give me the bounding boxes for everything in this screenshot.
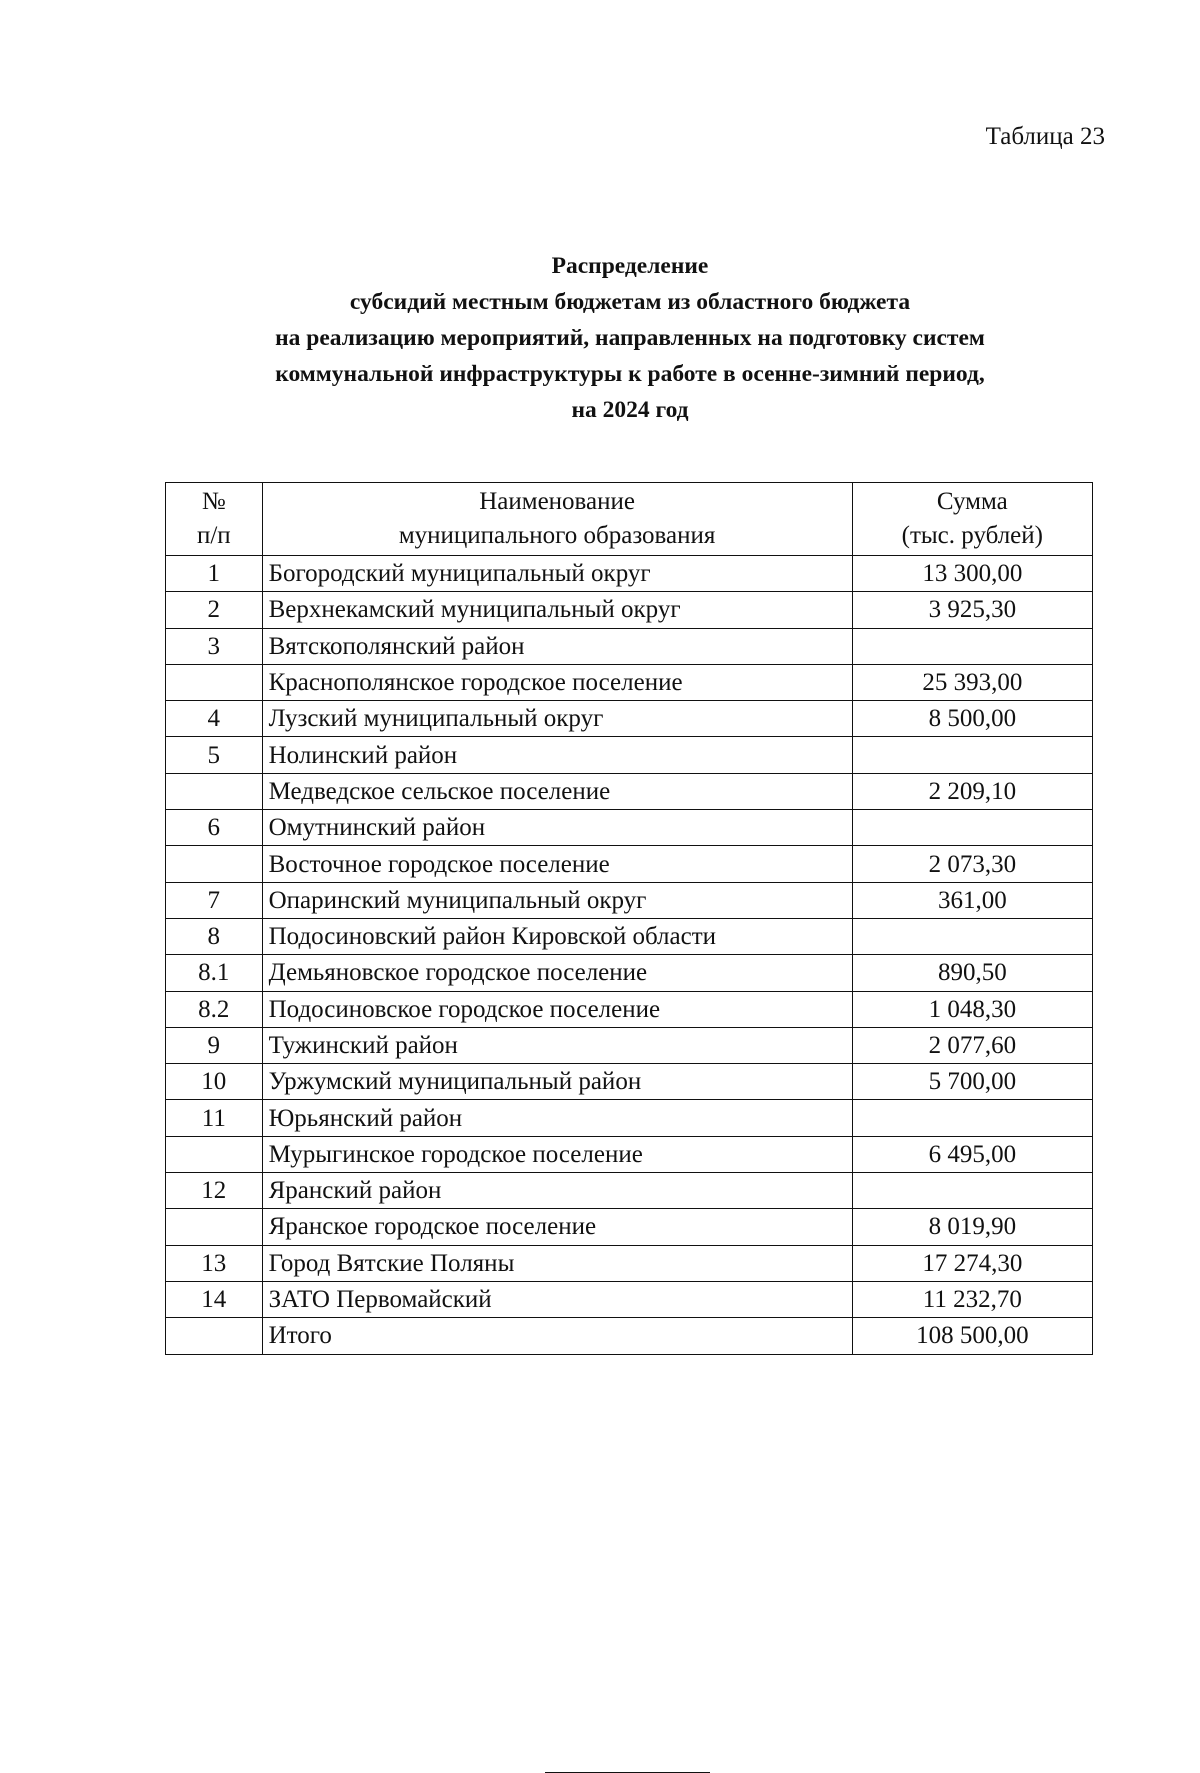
row-number-cell: 8.1 <box>166 955 263 991</box>
row-number-cell <box>166 1209 263 1245</box>
row-sum-cell: 17 274,30 <box>852 1245 1092 1281</box>
row-sum-cell: 8 019,90 <box>852 1209 1092 1245</box>
row-name-cell: Лузский муниципальный округ <box>262 701 852 737</box>
title-line: Распределение <box>551 253 709 279</box>
row-name-cell: Тужинский район <box>262 1027 852 1063</box>
row-sum-cell: 3 925,30 <box>852 592 1092 628</box>
row-sum-cell <box>852 1173 1092 1209</box>
title-line: коммунальной инфраструктуры к работе в осенне-зимний период, <box>275 361 985 387</box>
row-name-cell: Город Вятские Поляны <box>262 1245 852 1281</box>
row-name-cell: Восточное городское поселение <box>262 846 852 882</box>
row-number-cell: 7 <box>166 882 263 918</box>
header-name <box>262 483 852 556</box>
table-number-label: Таблица 23 <box>985 123 1105 150</box>
row-sum-cell: 25 393,00 <box>852 664 1092 700</box>
row-number-cell: 8.2 <box>166 991 263 1027</box>
table-row <box>166 773 1093 809</box>
row-name-cell: Омутнинский район <box>262 810 852 846</box>
table-row <box>166 628 1093 664</box>
row-sum-cell: 11 232,70 <box>852 1281 1092 1317</box>
row-sum-cell: 8 500,00 <box>852 701 1092 737</box>
header-name-line1: Наименование <box>479 488 635 515</box>
row-sum-cell: 13 300,00 <box>852 556 1092 592</box>
row-name-cell: Яранское городское поселение <box>262 1209 852 1245</box>
header-number-line2: п/п <box>196 522 231 549</box>
row-number-cell: 6 <box>166 810 263 846</box>
row-number-cell: 4 <box>166 701 263 737</box>
table-row <box>166 955 1093 991</box>
row-sum-cell: 2 209,10 <box>852 773 1092 809</box>
table-row <box>166 1318 1093 1354</box>
row-name-cell: Верхнекамский муниципальный округ <box>262 592 852 628</box>
row-name-cell: Демьяновское городское поселение <box>262 955 852 991</box>
row-number-cell: 12 <box>166 1173 263 1209</box>
row-number-cell: 9 <box>166 1027 263 1063</box>
row-name-cell: ЗАТО Первомайский <box>262 1281 852 1317</box>
row-number-cell: 2 <box>166 592 263 628</box>
row-number-cell: 14 <box>166 1281 263 1317</box>
row-sum-cell: 2 077,60 <box>852 1027 1092 1063</box>
title-line: на реализацию мероприятий, направленных на подготовку систем <box>275 325 985 351</box>
table-row <box>166 1136 1093 1172</box>
row-name-cell: Подосиновский район Кировской области <box>262 918 852 954</box>
row-sum-cell: 108 500,00 <box>852 1318 1092 1354</box>
header-sum-line1: Сумма <box>936 488 1008 515</box>
table-row <box>166 1064 1093 1100</box>
row-number-cell <box>166 1136 263 1172</box>
header-name-line2: муниципального образования <box>398 522 716 549</box>
row-name-cell: Уржумский муниципальный район <box>262 1064 852 1100</box>
table-row <box>166 1209 1093 1245</box>
row-name-cell: Медведское сельское поселение <box>262 773 852 809</box>
table-header <box>166 483 1093 556</box>
row-sum-cell: 6 495,00 <box>852 1136 1092 1172</box>
table-row <box>166 1281 1093 1317</box>
row-sum-cell <box>852 1100 1092 1136</box>
table-row <box>166 1100 1093 1136</box>
row-sum-cell: 890,50 <box>852 955 1092 991</box>
table-row <box>166 1173 1093 1209</box>
row-name-cell: Подосиновское городское поселение <box>262 991 852 1027</box>
row-number-cell: 5 <box>166 737 263 773</box>
header-number <box>166 483 263 556</box>
row-name-cell: Итого <box>262 1318 852 1354</box>
row-number-cell: 11 <box>166 1100 263 1136</box>
row-number-cell <box>166 773 263 809</box>
table-row <box>166 846 1093 882</box>
row-sum-cell <box>852 737 1092 773</box>
row-name-cell: Краснополянское городское поселение <box>262 664 852 700</box>
row-name-cell: Богородский муниципальный округ <box>262 556 852 592</box>
table-row <box>166 810 1093 846</box>
row-sum-cell: 5 700,00 <box>852 1064 1092 1100</box>
title-line: субсидий местным бюджетам из областного бюджета <box>349 289 911 315</box>
row-number-cell: 8 <box>166 918 263 954</box>
row-name-cell: Юрьянский район <box>262 1100 852 1136</box>
row-number-cell: 3 <box>166 628 263 664</box>
table-row <box>166 556 1093 592</box>
table-row <box>166 991 1093 1027</box>
row-name-cell: Нолинский район <box>262 737 852 773</box>
row-name-cell: Опаринский муниципальный округ <box>262 882 852 918</box>
table-row <box>166 1245 1093 1281</box>
title-line: на 2024 год <box>571 397 689 423</box>
row-number-cell: 10 <box>166 1064 263 1100</box>
table-row <box>166 664 1093 700</box>
subsidy-distribution-table <box>165 482 1093 1355</box>
table-row <box>166 701 1093 737</box>
table-body <box>166 556 1093 1355</box>
row-sum-cell: 1 048,30 <box>852 991 1092 1027</box>
table-row <box>166 882 1093 918</box>
table-row <box>166 737 1093 773</box>
row-sum-cell <box>852 628 1092 664</box>
document-title <box>0 248 1200 428</box>
row-name-cell: Мурыгинское городское поселение <box>262 1136 852 1172</box>
table-row <box>166 1027 1093 1063</box>
row-number-cell <box>166 846 263 882</box>
table-row <box>166 918 1093 954</box>
row-sum-cell: 2 073,30 <box>852 846 1092 882</box>
row-sum-cell <box>852 810 1092 846</box>
row-number-cell <box>166 664 263 700</box>
table-row <box>166 592 1093 628</box>
row-number-cell <box>166 1318 263 1354</box>
header-sum-line2: (тыс. рублей) <box>901 522 1043 549</box>
row-sum-cell <box>852 918 1092 954</box>
header-row <box>166 483 1093 556</box>
row-name-cell: Вятскополянский район <box>262 628 852 664</box>
row-sum-cell: 361,00 <box>852 882 1092 918</box>
header-number-line1: № <box>201 488 226 515</box>
row-number-cell: 13 <box>166 1245 263 1281</box>
row-number-cell: 1 <box>166 556 263 592</box>
row-name-cell: Яранский район <box>262 1173 852 1209</box>
header-sum <box>852 483 1092 556</box>
